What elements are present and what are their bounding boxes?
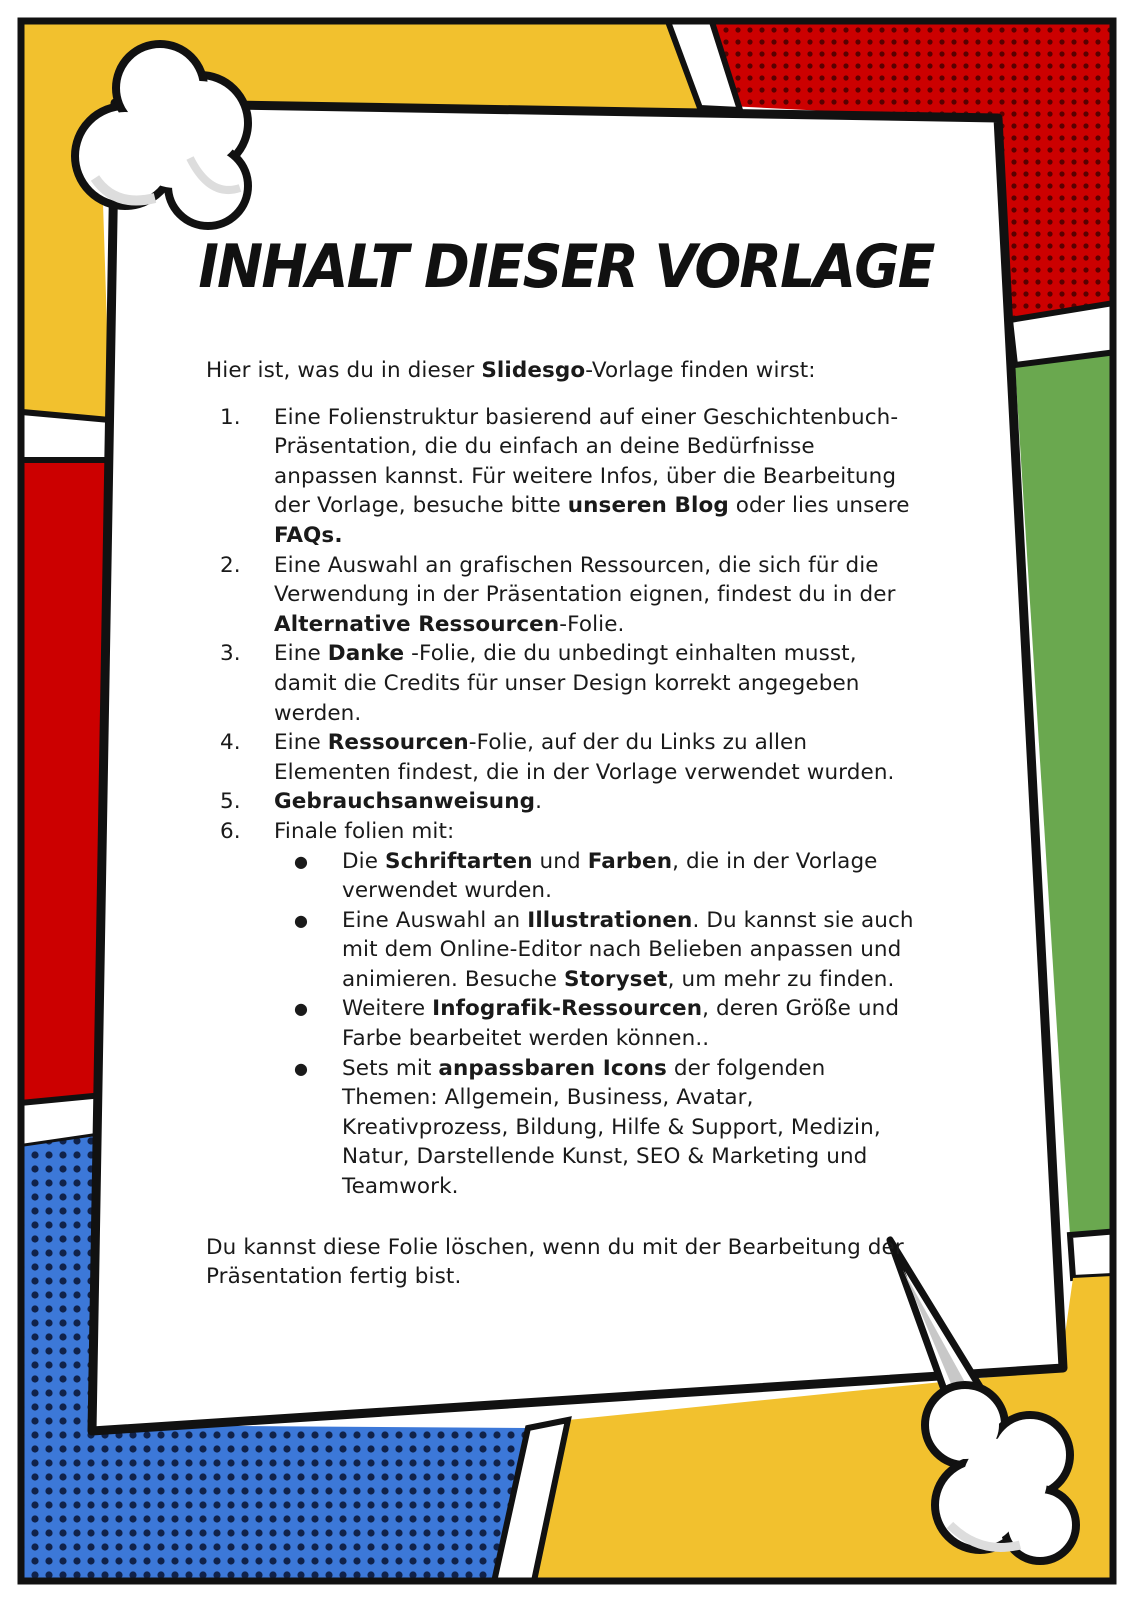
intro-paragraph [206,356,921,386]
bold-text: unseren Blog [567,493,729,519]
text-run: der folgenden Themen: Allgemein, Business, Avatar, Kreativprozess, Bildung, Hilfe & Support, Medizin, Natur, Darstellende Kunst, SEO & Marketing und Teamwork. [342,1055,881,1200]
bullet-text [342,908,914,992]
bullet-item [274,906,921,995]
text-run: -Folie, auf der du Links zu allen Elementen findest, die in der Vorlage verwendet wurden. [274,730,895,785]
list-item-text [274,553,896,637]
text-run: -Folie. [559,611,625,637]
text-run: Die [342,848,385,874]
bullet-icon: ● [294,851,309,871]
bold-text: Gebrauchsanweisung [274,789,536,815]
list-item-number: 5. [220,789,241,815]
bold-text: Illustrationen [527,907,693,933]
list-item-number: 1. [220,404,241,430]
bold-text: Infografik-Ressourcen [432,996,703,1022]
intro-text-after: -Vorlage finden wirst: [585,358,816,383]
list-item-text [274,789,542,814]
content-body [206,356,921,1292]
bold-text: Alternative Ressourcen [274,611,560,637]
text-run: , um mehr zu finden. [667,966,895,992]
text-run: oder lies unsere [728,493,910,519]
text-run: Eine [274,641,328,667]
bold-text: Schriftarten [385,848,533,874]
bullet-text [342,849,878,904]
bullet-item [274,994,921,1053]
bullet-item [274,847,921,906]
intro-brand: Slidesgo [481,358,586,383]
text-run: . [535,789,543,815]
outro-paragraph: Du kannst diese Folie löschen, wenn du mit der Bearbeitung der Präsentation fertig bist. [206,1234,904,1290]
text-run: , die in der Vorlage verwendet wurden. [342,848,878,904]
numbered-list [206,403,921,1202]
text-run: Eine [274,730,328,756]
list-item-text [274,641,860,725]
list-item-number: 3. [220,641,241,667]
list-item-number: 6. [220,818,241,844]
list-item [206,817,921,1202]
bullet-item [274,1054,921,1202]
text-run: Finale folien mit: [274,818,455,844]
bold-text: Danke [327,641,405,667]
bullet-list [274,847,921,1202]
list-item [206,639,921,728]
bold-text: Ressourcen [327,730,469,756]
text-run: Eine Auswahl an [342,907,528,933]
text-run: Weitere [342,996,433,1022]
list-item-number: 2. [220,552,241,578]
text-run: Eine Folienstruktur basierend auf einer Geschichtenbuch-Präsentation, die du einfach an deine Bedürfnisse anpassen kannst. Für weitere Infos, über die Bearbeitung der Vorlage, besuche bitte [274,404,899,519]
text-run: , deren Größe und Farbe bearbeitet werden können.. [342,996,900,1052]
text-run: Eine Auswahl an grafischen Ressourcen, die sich für die Verwendung in der Präsentation eignen, findest du in der [274,552,896,608]
list-item-text [274,730,894,785]
list-item [206,403,921,551]
bold-text: FAQs. [274,522,343,548]
page-title: INHALT DIESER VORLAGE [198,232,934,302]
intro-text-before: Hier ist, was du in dieser [206,358,482,383]
text-run: . Du kannst sie auch mit dem Online-Editor nach Belieben anpassen und animieren. Besuche [342,907,914,992]
bullet-icon: ● [294,1058,309,1078]
bold-text: Storyset [564,966,668,992]
list-item-text [274,819,454,844]
text-run: Sets mit [342,1055,439,1081]
bullet-icon: ● [294,910,309,930]
list-item [206,787,921,817]
text-run: und [532,848,588,874]
list-item-text [274,405,910,548]
bold-text: anpassbaren Icons [438,1055,667,1081]
bullet-text [342,996,899,1051]
bullet-icon: ● [294,999,309,1019]
text-run: -Folie, die du unbedingt einhalten musst, damit die Credits für unser Design korrekt angegeben werden. [274,641,860,726]
bullet-text [342,1056,881,1199]
list-item [206,728,921,787]
bold-text: Farben [587,848,673,874]
list-item [206,551,921,640]
list-item-number: 4. [220,730,241,756]
